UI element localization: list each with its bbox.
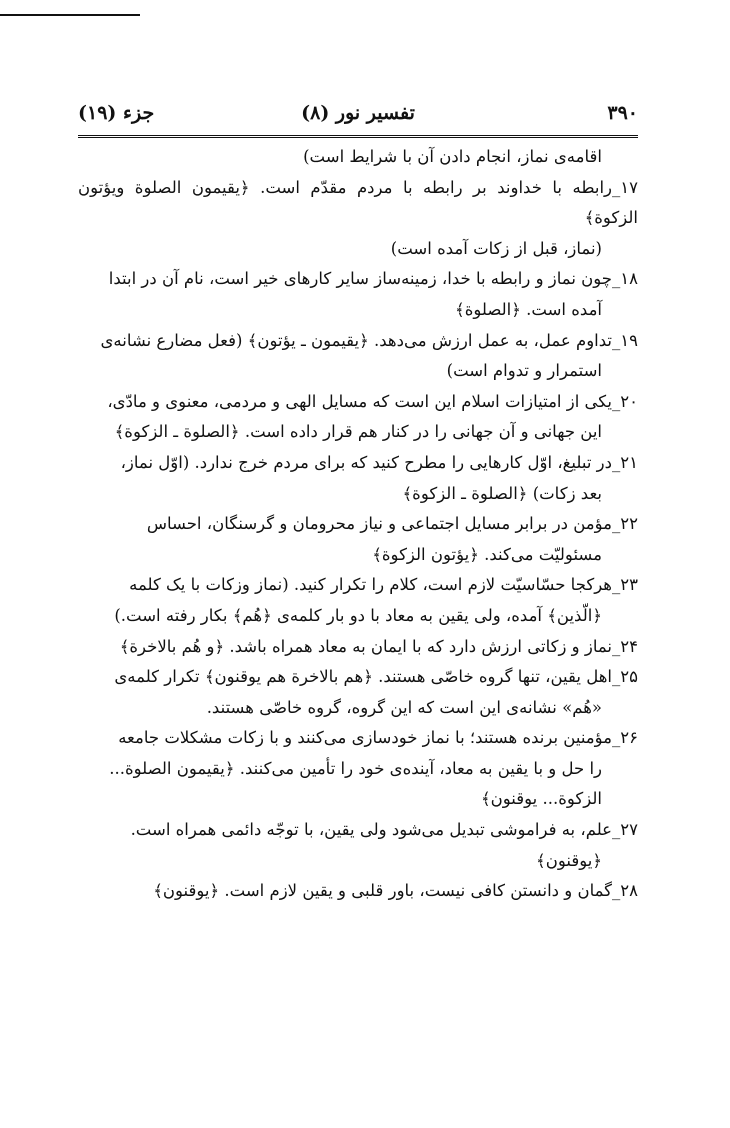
point-number: ۲۴_ xyxy=(612,636,638,656)
part-label: جزء (۱۹) xyxy=(78,102,155,124)
point-number: ۱۷_ xyxy=(612,177,638,197)
point-continuation-line: آمده است. ﴿الصلوة﴾ xyxy=(455,299,602,319)
point-continuation-line: ﴿الّذین﴾ آمده، ولی یقین به معاد با دو بار کلمه‌ی ﴿هُم﴾ بکار رفته است.) xyxy=(114,605,602,625)
point-continuation-line: بعد زکات) ﴿الصلوة ـ الزکوة﴾ xyxy=(402,483,602,503)
scan-corner-mark xyxy=(0,14,140,16)
point-number: ۲۸_ xyxy=(612,881,638,901)
point-first-line xyxy=(78,173,638,234)
point-continuation-line: «هُم» نشانه‌ی این است که این گروه، گروه خاصّی هستند. xyxy=(206,697,602,717)
point-first-line xyxy=(78,509,638,540)
point-text: هرکجا حسّاسیّت لازم است، کلام را تکرار کنید. (نماز وزکات با یک کلمه xyxy=(129,575,613,595)
point-first-line xyxy=(78,264,638,295)
page-number: ۳۹۰ xyxy=(607,102,638,124)
point-text: نماز و زکاتی ارزش دارد که با ایمان به معاد همراه باشد. ﴿و هُم بالاخرة﴾ xyxy=(119,636,613,656)
point-text: یکی از امتیازات اسلام این است که مسایل الهی و مردمی، معنوی و مادّی، xyxy=(107,391,613,411)
point-item xyxy=(78,326,638,387)
point-number: ۲۲_ xyxy=(612,514,638,534)
point-item xyxy=(78,632,638,663)
point-number: ۲۳_ xyxy=(612,575,638,595)
point-number: ۲۷_ xyxy=(612,820,638,840)
point-continuation-line: الزکوة... یوقنون﴾ xyxy=(480,789,602,809)
point-text: اهل یقین، تنها گروه خاصّی هستند. ﴿هم بالاخرة هم یوقنون﴾ تکرار کلمه‌ی xyxy=(114,667,613,687)
point-continuation-line: را حل و با یقین به معاد، آینده‌ی خود را تأمین می‌کنند. ﴿یقیمون الصلوة... xyxy=(109,758,602,778)
points-list xyxy=(78,173,638,907)
point-number: ۱۸_ xyxy=(612,269,638,289)
point-first-line xyxy=(78,387,638,418)
point-item xyxy=(78,509,638,570)
point-number: ۲۶_ xyxy=(612,728,638,748)
point-item xyxy=(78,570,638,631)
point-number: ۲۵_ xyxy=(612,667,638,687)
point-continuation-line: استمرار و تدوام است) xyxy=(446,361,602,381)
point-first-line xyxy=(78,448,638,479)
point-item xyxy=(78,723,638,815)
point-text: چون نماز و رابطه با خدا، زمینه‌ساز سایر کارهای خیر است، نام آن در ابتدا xyxy=(108,269,613,289)
point-continuation-line: (نماز، قبل از زکات آمده است) xyxy=(390,238,602,258)
point-text: رابطه با خداوند بر رابطه با مردم مقدّم است. ﴿یقیمون الصلوة ویؤتون الزکوة﴾ xyxy=(78,177,638,228)
point-text: مؤمنین برنده هستند؛ با نماز خودسازی می‌کنند و با زکات مشکلات جامعه xyxy=(118,728,613,748)
point-continuation-line: ﴿یوقنون﴾ xyxy=(536,850,602,870)
point-first-line xyxy=(78,815,638,846)
point-item xyxy=(78,173,638,265)
header-divider xyxy=(78,135,638,138)
point-item xyxy=(78,876,638,907)
point-first-line xyxy=(78,662,638,693)
point-text: تداوم عمل، به عمل ارزش می‌دهد. ﴿یقیمون ـ یؤتون﴾ (فعل مضارع نشانه‌ی xyxy=(100,330,613,350)
point-item xyxy=(78,264,638,325)
intro-line: اقامه‌ی نماز، انجام دادن آن با شرایط است) xyxy=(303,147,602,166)
point-number: ۲۰_ xyxy=(612,391,638,411)
point-first-line xyxy=(78,326,638,357)
point-number: ۱۹_ xyxy=(612,330,638,350)
point-continuation-line: این جهانی و آن جهانی را در کنار هم قرار داده است. ﴿الصلوة ـ الزکوة﴾ xyxy=(114,422,602,442)
point-item xyxy=(78,448,638,509)
point-text: در تبلیغ، اوّل کارهایی را مطرح کنید که برای مردم خرج ندارد. (اوّل نماز، xyxy=(120,452,613,472)
point-first-line xyxy=(78,570,638,601)
point-item xyxy=(78,662,638,723)
point-continuation-line: مسئولیّت می‌کند. ﴿یؤتون الزکوة﴾ xyxy=(372,544,602,564)
point-text: گمان و دانستن کافی نیست، باور قلبی و یقین لازم است. ﴿یوقنون﴾ xyxy=(153,881,613,901)
point-text: علم، به فراموشی تبدیل می‌شود ولی یقین، با توجّه دائمی همراه است. xyxy=(130,820,613,840)
point-number: ۲۱_ xyxy=(612,452,638,472)
page-header xyxy=(78,98,638,132)
point-first-line xyxy=(78,723,638,754)
point-first-line xyxy=(78,632,638,663)
point-text: مؤمن در برابر مسایل اجتماعی و نیاز محرومان و گرسنگان، احساس xyxy=(146,514,613,534)
point-first-line xyxy=(78,876,638,907)
page-body xyxy=(78,142,638,907)
point-item xyxy=(78,387,638,448)
book-title: تفسیر نور (۸) xyxy=(301,102,415,124)
point-item xyxy=(78,815,638,876)
